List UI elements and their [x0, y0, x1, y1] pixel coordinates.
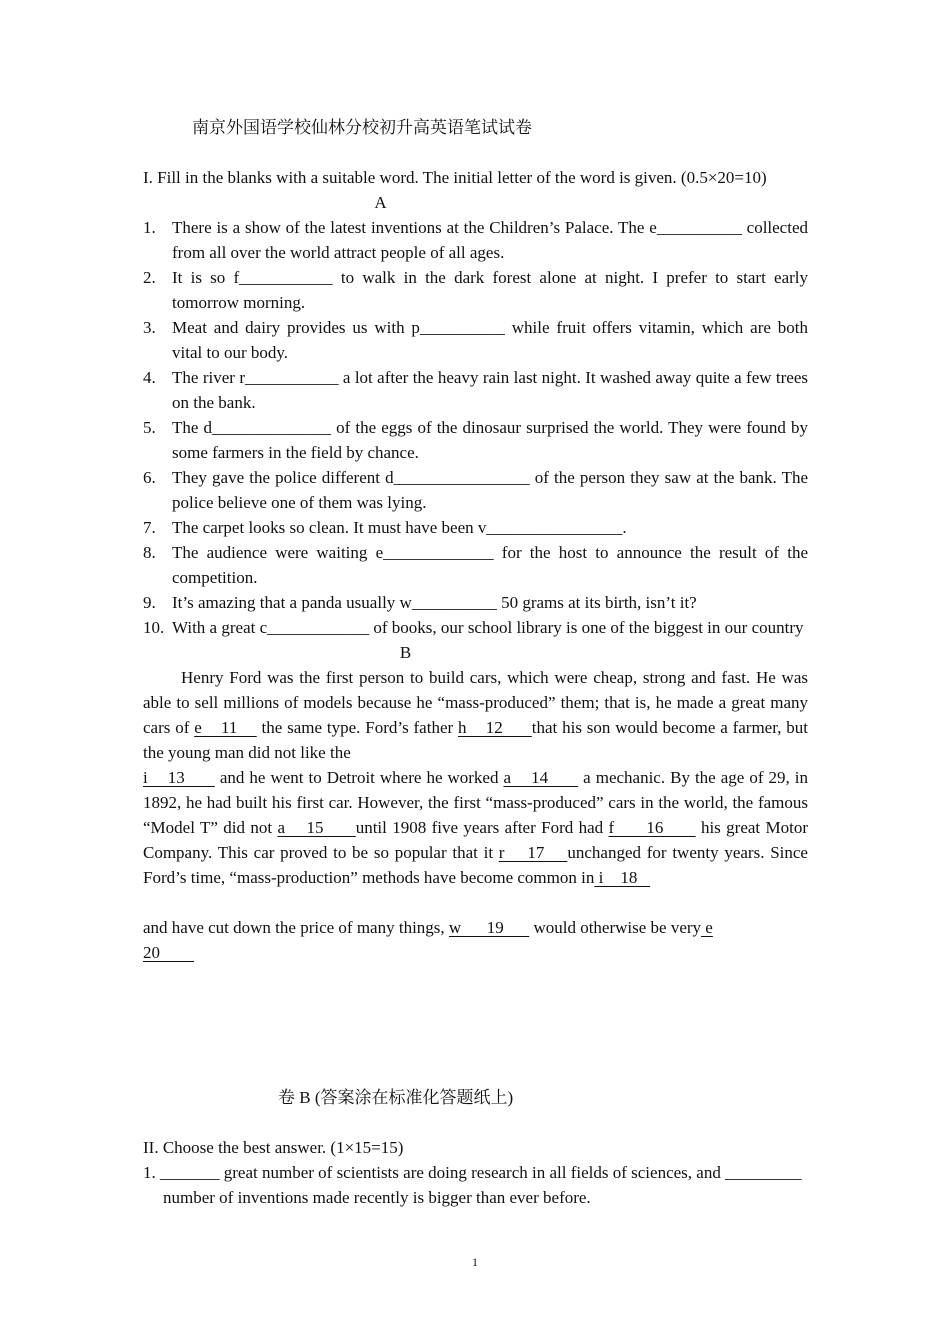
passage-paragraph	[143, 665, 808, 765]
passage-text: and he went to Detroit where he worked	[214, 768, 504, 787]
blank-14: a 14	[503, 768, 579, 787]
blank-12: h 12	[458, 718, 532, 737]
blank-16: f 16	[608, 818, 696, 837]
item-text: The carpet looks so clean. It must have been v________________.	[172, 518, 627, 537]
item-text: There is a show of the latest inventions at the Children’s Palace. The e__________ collected from all over the world attract people of all ages.	[172, 218, 808, 262]
fill-in-list	[143, 215, 808, 640]
item-text: The audience were waiting e_____________ for the host to announce the result of the competition.	[172, 543, 808, 587]
part-one	[143, 165, 808, 965]
passage-text: would otherwise be very	[529, 918, 702, 937]
blank-18: i 18	[594, 868, 651, 887]
list-item	[143, 465, 808, 515]
passage-paragraph	[143, 915, 808, 940]
blank-15: a 15	[277, 818, 356, 837]
part-two-heading: II. Choose the best answer. (1×15=15)	[143, 1138, 404, 1157]
item-text: Meat and dairy provides us with p__________ while fruit offers vitamin, which are both vital to our body.	[172, 318, 808, 362]
item-text: It is so f___________ to walk in the dark forest alone at night. I prefer to start early tomorrow morning.	[172, 268, 808, 312]
blank-17: r 17	[498, 843, 568, 862]
list-item	[143, 365, 808, 415]
item-number: 7.	[143, 518, 156, 537]
item-number: 8.	[143, 543, 156, 562]
question-item	[143, 1160, 808, 1210]
blank-11: e 11	[194, 718, 257, 737]
page-title: 南京外国语学校仙林分校初升高英语笔试试卷	[192, 118, 532, 137]
list-item	[143, 515, 808, 540]
section-a-label: A	[374, 193, 387, 212]
list-item	[143, 540, 808, 590]
list-item	[143, 315, 808, 365]
question-text: _______ great number of scientists are doing research in all fields of sciences, and _________ number of inventions made recently is bigger than ever before.	[160, 1163, 802, 1207]
item-text: It’s amazing that a panda usually w__________ 50 grams at its birth, isn’t it?	[172, 593, 697, 612]
item-number: 3.	[143, 318, 156, 337]
item-number: 5.	[143, 418, 156, 437]
cloze-passage	[143, 665, 808, 965]
passage-paragraph	[143, 940, 808, 965]
list-item	[143, 590, 808, 615]
question-number: 1.	[143, 1163, 156, 1182]
item-number: 10.	[143, 618, 165, 637]
item-text: The river r___________ a lot after the heavy rain last night. It washed away quite a few trees on the bank.	[172, 368, 808, 412]
item-number: 4.	[143, 368, 156, 387]
passage-text: until 1908 five years after Ford had	[355, 818, 609, 837]
passage-text: Henry Ford was the first person to build cars, which were cheap, strong and fast. He was able to sell millions of models because he “mass-produced” them; that is, he made a great many cars of	[143, 668, 808, 737]
passage-text: and have cut down the price of many things,	[143, 918, 449, 937]
item-text: With a great c____________ of books, our school library is one of the biggest in our country	[172, 618, 804, 637]
blank-13: i 13	[143, 768, 215, 787]
item-number: 9.	[143, 593, 156, 612]
item-number: 1.	[143, 218, 156, 237]
passage-text: the same type. Ford’s father	[256, 718, 458, 737]
item-text: They gave the police different d________________ of the person they saw at the bank. The police believe one of them was lying.	[172, 468, 808, 512]
list-item	[143, 615, 808, 640]
passage-text: his great Motor Company. This car proved to be so popular that it	[143, 818, 809, 862]
passage-paragraph	[143, 765, 808, 890]
passage-text: that his son would become a farmer, but the young man did not like the	[143, 718, 809, 762]
page-number: 1	[472, 1255, 478, 1269]
list-item	[143, 415, 808, 465]
passage-text: a mechanic. By the age of 29, in 1892, he had built his first car. However, the first “mass-produced” cars in the world, the famous “Model T” did not	[143, 768, 808, 837]
blank-19: w 19	[448, 918, 530, 937]
part-two	[143, 1135, 808, 1210]
part-one-heading: I. Fill in the blanks with a suitable word. The initial letter of the word is given. (0.5×20=10)	[143, 168, 767, 187]
item-number: 2.	[143, 268, 156, 287]
item-text: The d______________ of the eggs of the dinosaur surprised the world. They were found by some farmers in the field by chance.	[172, 418, 808, 462]
passage-text: unchanged for twenty years. Since Ford’s time, “mass-production” methods have become common in	[143, 843, 808, 887]
list-item	[143, 215, 808, 265]
blank-20: 20	[143, 943, 194, 962]
blank-20-letter: e	[701, 918, 713, 937]
item-number: 6.	[143, 468, 156, 487]
volume-b-title: 卷 B (答案涂在标准化答题纸上)	[278, 1088, 514, 1107]
list-item	[143, 265, 808, 315]
section-b-label: B	[399, 643, 412, 662]
